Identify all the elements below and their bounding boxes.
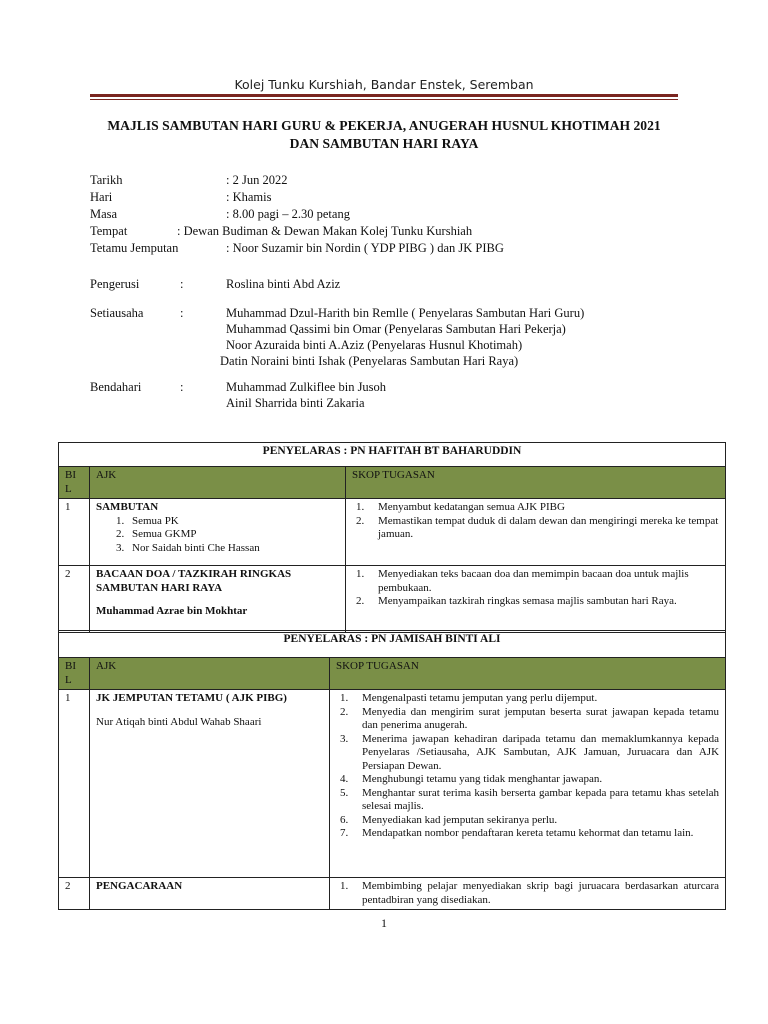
- list-item: 3. Nor Saidah binti Che Hassan: [116, 541, 260, 554]
- list-item: 1. Membimbing pelajar menyediakan skrip bagi juruacara berdasarkan aturcara pentadbiran yang disediakan.: [340, 880, 720, 906]
- ajk-title: SAMBUTAN: [96, 501, 159, 513]
- title-line-2: DAN SAMBUTAN HARI RAYA: [289, 136, 479, 151]
- info-tarikh: [90, 172, 288, 188]
- skop-cell: [346, 499, 726, 566]
- info-value: : Dewan Budiman & Dewan Makan Kolej Tunku Kurshiah: [177, 224, 473, 238]
- row-number: 1: [59, 690, 90, 878]
- ajk-title: PENGACARAAN: [96, 880, 183, 892]
- document-header: Kolej Tunku Kurshiah, Bandar Enstek, Seremban: [234, 77, 534, 92]
- column-header-ajk: AJK: [90, 467, 346, 499]
- ajk-member-list: [118, 515, 339, 556]
- bendahari-name: Ainil Sharrida binti Zakaria: [226, 396, 365, 410]
- row-number: 1: [59, 499, 90, 566]
- list-item: 1. Mengenalpasti tetamu jemputan yang perlu dijemput.: [340, 692, 598, 704]
- info-hari: [90, 189, 272, 205]
- list-item: 1. Semua PK: [116, 514, 179, 527]
- ajk-cell: [90, 878, 330, 910]
- info-value: : 8.00 pagi – 2.30 petang: [226, 207, 350, 221]
- column-header-skop: SKOP TUGASAN: [330, 658, 726, 690]
- ajk-table-2: [58, 630, 726, 910]
- info-value: : Khamis: [226, 190, 272, 204]
- info-label: Tetamu Jemputan: [90, 241, 179, 255]
- setiausaha-list: [220, 305, 585, 369]
- ajk-cell: [90, 566, 346, 633]
- bendahari-name: Muhammad Zulkiflee bin Jusoh: [226, 380, 387, 394]
- info-pengerusi: [90, 276, 341, 292]
- info-colon: :: [180, 380, 184, 394]
- page-number: 1: [381, 916, 387, 930]
- info-value: : Noor Suzamir bin Nordin ( YDP PIBG ) dan JK PIBG: [226, 241, 504, 255]
- table-row: [59, 566, 726, 633]
- setiausaha-name: Noor Azuraida binti A.Aziz (Penyelaras Husnul Khotimah): [226, 338, 523, 352]
- title-line-1: MAJLIS SAMBUTAN HARI GURU & PEKERJA, ANUGERAH HUSNUL KHOTIMAH 2021: [107, 118, 661, 133]
- bendahari-list: [226, 379, 386, 411]
- section-heading: PENYELARAS : PN HAFITAH BT BAHARUDDIN: [59, 443, 726, 467]
- info-value: Roslina binti Abd Aziz: [226, 277, 341, 291]
- document-title: [0, 117, 768, 153]
- skop-cell: [346, 566, 726, 633]
- skop-list: [336, 880, 719, 907]
- list-item: 6. Menyediakan kad jemputan sekiranya perlu.: [340, 813, 558, 826]
- info-label: Hari: [90, 190, 113, 204]
- ajk-title: JK JEMPUTAN TETAMU ( AJK PIBG): [96, 692, 287, 704]
- list-item: 2. Semua GKMP: [116, 528, 197, 540]
- info-masa: [90, 206, 350, 222]
- table-row: [59, 499, 726, 566]
- header-rule-thick: [90, 94, 678, 97]
- row-number: 2: [59, 878, 90, 910]
- column-header-ajk: AJK: [90, 658, 330, 690]
- info-label: Bendahari: [90, 380, 142, 394]
- info-setiausaha: [90, 305, 585, 368]
- setiausaha-name: Muhammad Dzul-Harith bin Remlle ( Penyelaras Sambutan Hari Guru): [226, 306, 585, 320]
- info-colon: :: [180, 277, 184, 291]
- column-header-bil: BI L: [59, 658, 90, 690]
- info-tetamu: [90, 240, 504, 256]
- list-item: 1. Menyambut kedatangan semua AJK PIBG: [356, 501, 565, 513]
- info-label: Tarikh: [90, 173, 123, 187]
- list-item: 4. Menghubungi tetamu yang tidak menghantar jawapan.: [340, 773, 603, 785]
- skop-list: [352, 568, 719, 609]
- skop-list: [336, 692, 719, 841]
- column-header-bil: BI L: [59, 467, 90, 499]
- list-item: 2. Memastikan tempat duduk di dalam dewan dan mengiringi mereka ke tempat jamuan.: [356, 514, 719, 540]
- column-header-skop: SKOP TUGASAN: [346, 467, 726, 499]
- ajk-name: Nur Atiqah binti Abdul Wahab Shaari: [96, 715, 262, 728]
- list-item: 7. Mendapatkan nombor pendaftaran kereta tetamu kehormat dan tetamu lain.: [340, 827, 694, 839]
- list-item: 3. Menerima jawapan kehadiran daripada tetamu dan memaklumkannya kepada Penyelaras /Setiausaha, AJK Sambutan, AJK Jamuan, Juruacara dan AJK Persiapan Dewan.: [340, 732, 720, 772]
- row-number: 2: [59, 566, 90, 633]
- info-label: Pengerusi: [90, 277, 140, 291]
- info-label: Setiausaha: [90, 306, 144, 320]
- ajk-cell: [90, 499, 346, 566]
- section-heading: PENYELARAS : PN JAMISAH BINTI ALI: [59, 631, 726, 658]
- setiausaha-name: Muhammad Qassimi bin Omar (Penyelaras Sambutan Hari Pekerja): [226, 322, 566, 336]
- ajk-name: Muhammad Azrae bin Mokhtar: [96, 605, 248, 617]
- info-value: : 2 Jun 2022: [226, 173, 288, 187]
- header-rule-thin: [90, 99, 678, 100]
- ajk-table-1: [58, 442, 726, 633]
- skop-cell: [330, 878, 726, 910]
- info-bendahari: [90, 379, 387, 410]
- skop-list: [352, 501, 719, 542]
- setiausaha-name: Datin Noraini binti Ishak (Penyelaras Sambutan Hari Raya): [220, 354, 519, 368]
- list-item: 2. Menyedia dan mengirim surat jemputan beserta surat jawapan kepada tetamu dan penerima anugerah.: [340, 705, 720, 731]
- ajk-title: BACAAN DOA / TAZKIRAH RINGKAS SAMBUTAN HARI RAYA: [96, 568, 292, 594]
- skop-cell: [330, 690, 726, 878]
- info-label: Tempat: [90, 224, 128, 238]
- list-item: 1. Menyediakan teks bacaan doa dan memimpin bacaan doa untuk majlis pembukaan.: [356, 568, 689, 594]
- info-colon: :: [180, 306, 184, 320]
- table-row: [59, 878, 726, 910]
- info-tempat: [90, 223, 473, 239]
- table-row: [59, 690, 726, 878]
- list-item: 2. Menyampaikan tazkirah ringkas semasa majlis sambutan hari Raya.: [356, 595, 677, 607]
- info-label: Masa: [90, 207, 118, 221]
- ajk-cell: [90, 690, 330, 878]
- list-item: 5. Menghantar surat terima kasih berserta gambar kepada para tetamu khas setelah selesai majlis.: [340, 786, 720, 812]
